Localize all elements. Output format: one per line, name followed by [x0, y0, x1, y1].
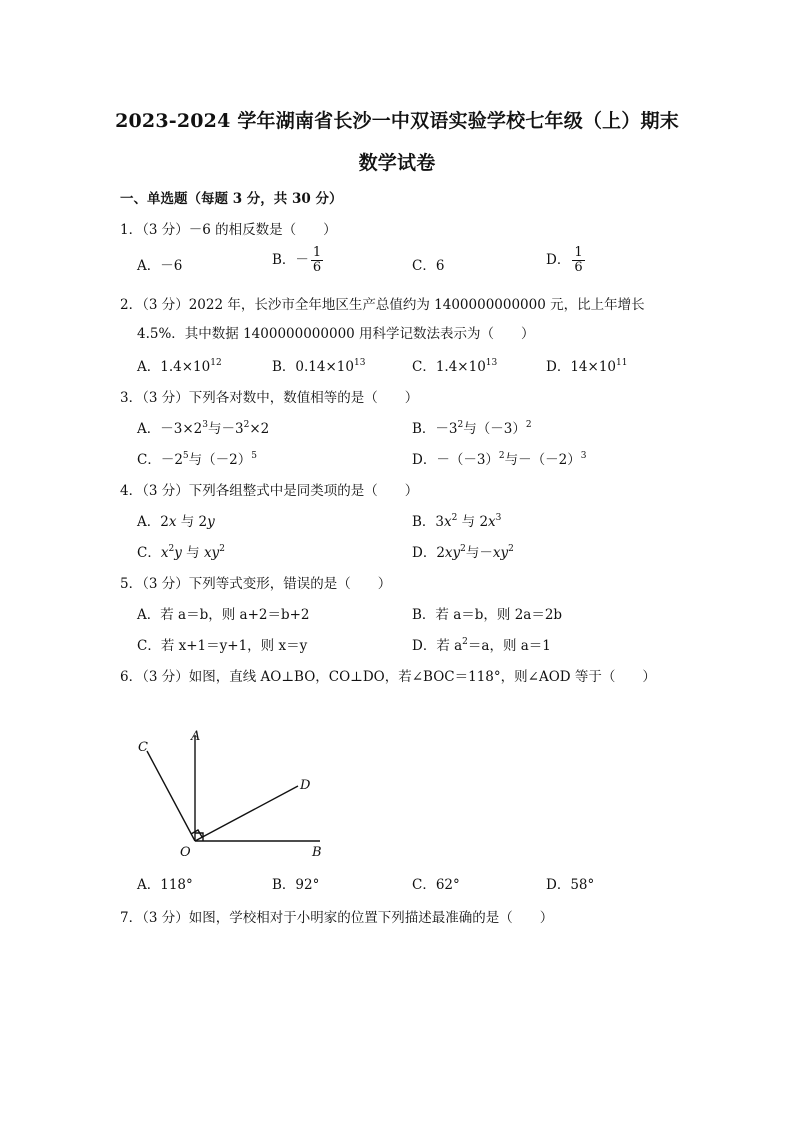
variable: xy — [492, 545, 509, 561]
exponent: 2 — [451, 513, 458, 523]
q5-option-a: A．若 a＝b，则 a+2＝b+2 — [137, 607, 310, 623]
exponent: 11 — [616, 358, 628, 368]
q5-option-c: C．若 x+1＝y+1，则 x＝y — [137, 638, 308, 654]
variable: x — [168, 514, 177, 530]
option-text: B．－3 — [412, 421, 458, 437]
angle-diagram — [130, 725, 330, 860]
option-text: C．1.4×10 — [412, 359, 486, 375]
q5-option-b: B．若 a＝b，则 2a＝2b — [412, 607, 563, 623]
label-c: C — [138, 740, 148, 755]
q3-option-a — [137, 417, 269, 437]
q7-stem: 7．（3 分）如图，学校相对于小明家的位置下列描述最准确的是（ ） — [120, 910, 554, 926]
q6-option-d: D．58° — [546, 877, 595, 893]
exponent: 2 — [462, 637, 468, 647]
ray-oc — [147, 751, 195, 841]
option-text: ×2 — [249, 421, 270, 437]
q1-option-b-fraction — [311, 246, 323, 275]
option-text: A．1.4×10 — [137, 359, 211, 375]
option-text: D．14×10 — [546, 359, 616, 375]
q1-option-b — [272, 246, 323, 275]
option-text: D．2 — [412, 545, 445, 561]
fraction-numerator: 1 — [312, 245, 322, 260]
q1-option-d — [546, 246, 585, 275]
exponent: 2 — [460, 544, 466, 554]
q6-stem: 6．（3 分）如图，直线 AO⊥BO，CO⊥DO，若∠BOC＝118°，则∠AOD 等于（ ） — [120, 669, 656, 685]
exponent: 2 — [457, 420, 464, 430]
option-text: 与－（－2） — [504, 452, 581, 468]
exponent: 5 — [251, 451, 257, 461]
exponent: 2 — [508, 544, 514, 554]
option-text: A．2 — [137, 514, 169, 530]
q4-option-d — [412, 541, 514, 561]
label-o: O — [180, 845, 191, 860]
q2-option-c — [412, 355, 497, 375]
fraction-denominator: 6 — [312, 260, 322, 275]
q2-stem-line1: 2．（3 分）2022 年，长沙市全年地区生产总值约为 1400000000000 元，比上年增长 — [120, 297, 645, 313]
option-text: D．若 a — [412, 638, 463, 654]
option-text: 与－ — [465, 545, 493, 561]
exponent: 3 — [495, 513, 502, 523]
q1-option-d-label: D． — [546, 252, 571, 268]
q2-option-d — [546, 355, 627, 375]
option-text: D．－（－3） — [412, 452, 499, 468]
option-text: 与 2 — [457, 514, 489, 530]
q1-option-c: C．6 — [412, 258, 445, 274]
exponent: 2 — [219, 544, 225, 554]
exponent: 2 — [168, 544, 175, 554]
label-b: B — [312, 845, 322, 860]
q1-option-d-fraction — [572, 246, 584, 275]
label-d: D — [300, 778, 311, 793]
variable: xy — [444, 545, 461, 561]
option-text: B．3 — [412, 514, 445, 530]
exponent: 2 — [498, 451, 505, 461]
q2-option-b — [272, 355, 365, 375]
option-text: A．－3×2 — [137, 421, 203, 437]
q3-stem: 3．（3 分）下列各对数中，数值相等的是（ ） — [120, 390, 419, 406]
fraction-numerator: 1 — [574, 245, 583, 260]
q5-option-d — [412, 634, 551, 654]
q3-option-b — [412, 417, 532, 437]
exponent: 3 — [580, 451, 587, 461]
section-heading: 一、单选题（每题 3 分，共 30 分） — [120, 191, 343, 207]
variable: y — [207, 514, 215, 530]
q5-stem: 5．（3 分）下列等式变形，错误的是（ ） — [120, 576, 392, 592]
fraction-denominator: 6 — [574, 260, 583, 275]
exponent: 12 — [210, 358, 222, 368]
exponent: 13 — [353, 358, 366, 368]
variable: x — [444, 514, 452, 530]
option-text: 与 — [181, 545, 204, 561]
exam-title-line1: 2023-2024 学年湖南省长沙一中双语实验学校七年级（上）期末 — [115, 110, 679, 132]
ray-od — [195, 786, 298, 841]
variable: y — [174, 545, 182, 561]
variable: x — [160, 545, 169, 561]
q1-option-a: A．－6 — [137, 258, 183, 274]
variable: x — [488, 514, 496, 530]
option-text: 与（－2） — [188, 452, 252, 468]
exponent: 2 — [525, 420, 532, 430]
option-text: 与－3 — [207, 421, 244, 437]
label-a: A — [191, 729, 201, 744]
exponent: 5 — [182, 451, 189, 461]
q1-stem: 1．（3 分）－6 的相反数是（ ） — [120, 222, 337, 238]
q4-stem: 4．（3 分）下列各组整式中是同类项的是（ ） — [120, 483, 419, 499]
q3-option-d — [412, 448, 586, 468]
exponent: 13 — [485, 358, 498, 368]
option-text: 与（－3） — [463, 421, 526, 437]
option-text: C．－2 — [137, 452, 183, 468]
q2-stem-line2: 4.5%．其中数据 1400000000000 用科学记数法表示为（ ） — [137, 326, 535, 342]
option-text: 与 2 — [176, 514, 208, 530]
q6-option-c: C．62° — [412, 877, 460, 893]
q1-option-b-label: B．－ — [272, 252, 309, 268]
exponent: 2 — [243, 420, 250, 430]
q4-option-a — [137, 510, 215, 530]
q3-option-c — [137, 448, 257, 468]
option-text: C． — [137, 545, 161, 561]
exam-title-line2: 数学试卷 — [358, 152, 436, 174]
option-text: ＝a，则 a＝1 — [467, 638, 551, 654]
option-text: B．0.14×10 — [272, 359, 354, 375]
q4-option-c — [137, 541, 225, 561]
q2-option-a — [137, 355, 222, 375]
variable: xy — [203, 545, 220, 561]
q6-option-a: A．118° — [137, 877, 193, 893]
exponent: 3 — [202, 420, 208, 430]
q6-option-b: B．92° — [272, 877, 320, 893]
q4-option-b — [412, 510, 501, 530]
